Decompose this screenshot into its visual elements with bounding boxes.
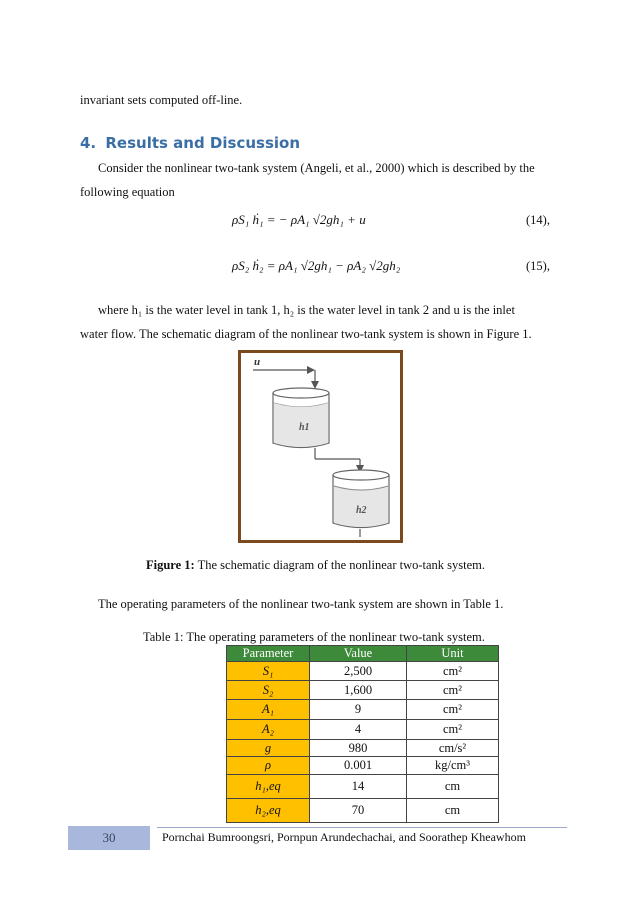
tank-1-label: h1 bbox=[299, 422, 310, 433]
value-cell: 1,600 bbox=[310, 681, 407, 700]
paragraph-2-line-1: where h₁ is the water level in tank 1, h₂ is the water level in tank 2 and u is the inlet bbox=[98, 303, 515, 317]
unit-cell: cm² bbox=[407, 720, 499, 740]
section-title: Results and Discussion bbox=[105, 134, 301, 152]
unit-cell: cm² bbox=[407, 700, 499, 720]
param-cell: ρ bbox=[227, 757, 310, 775]
param-cell: A₂ bbox=[227, 720, 310, 740]
figure-frame bbox=[238, 350, 403, 543]
page-number: 30 bbox=[102, 830, 116, 845]
unit-cell: cm bbox=[407, 775, 499, 799]
header-value: Value bbox=[310, 646, 407, 662]
two-tank-schematic bbox=[241, 353, 400, 540]
param-cell: h₁,eq bbox=[227, 775, 310, 799]
param-cell: S₁ bbox=[227, 662, 310, 681]
inflow-arrow-head bbox=[307, 366, 315, 374]
value-cell: 14 bbox=[310, 775, 407, 799]
inflow-label: u bbox=[254, 356, 261, 368]
header-unit: Unit bbox=[407, 646, 499, 662]
paragraph-2-line-2: water flow. The schematic diagram of the nonlinear two-tank system is shown in Figure 1. bbox=[80, 327, 532, 341]
equation-14: ρS₁ ḣ₁ = − ρA₁ √2gh₁ + u bbox=[232, 212, 366, 227]
table-row bbox=[227, 757, 499, 775]
unit-cell: cm/s² bbox=[407, 740, 499, 757]
table-header-row bbox=[227, 646, 499, 662]
footer-authors: Pornchai Bumroongsri, Pornpun Arundechachai, and Soorathep Kheawhom bbox=[162, 830, 526, 844]
figure-caption bbox=[146, 557, 485, 573]
equation-14-number: (14), bbox=[526, 213, 550, 227]
value-cell: 0.001 bbox=[310, 757, 407, 775]
section-number: 4. bbox=[80, 134, 97, 152]
unit-cell: cm bbox=[407, 799, 499, 823]
equation-15-number: (15), bbox=[526, 259, 550, 273]
unit-cell: kg/cm³ bbox=[407, 757, 499, 775]
unit-cell: cm² bbox=[407, 662, 499, 681]
table-row bbox=[227, 700, 499, 720]
value-cell: 70 bbox=[310, 799, 407, 823]
paragraph-3: The operating parameters of the nonlinear two-tank system are shown in Table 1. bbox=[98, 597, 504, 611]
parameters-table bbox=[226, 645, 499, 823]
equation-15: ρS₂ ḣ₂ = ρA₁ √2gh₁ − ρA₂ √2gh₂ bbox=[232, 258, 401, 273]
value-cell: 9 bbox=[310, 700, 407, 720]
tank-1-rim bbox=[273, 388, 329, 398]
table-caption: Table 1: The operating parameters of the nonlinear two-tank system. bbox=[143, 630, 485, 644]
figure-caption-label: Figure 1: bbox=[146, 558, 195, 572]
param-cell: S₂ bbox=[227, 681, 310, 700]
param-cell: h₂,eq bbox=[227, 799, 310, 823]
value-cell: 980 bbox=[310, 740, 407, 757]
header-parameter: Parameter bbox=[227, 646, 310, 662]
table-row bbox=[227, 662, 499, 681]
value-cell: 2,500 bbox=[310, 662, 407, 681]
table-row bbox=[227, 740, 499, 757]
figure-caption-text: The schematic diagram of the nonlinear two-tank system. bbox=[194, 558, 486, 572]
paragraph-1-line-2: following equation bbox=[80, 185, 175, 199]
paragraph-1-line-1: Consider the nonlinear two-tank system (Angeli, et al., 2000) which is described by the bbox=[98, 161, 535, 175]
footer-rule bbox=[157, 827, 567, 828]
param-cell: A₁ bbox=[227, 700, 310, 720]
table-row bbox=[227, 775, 499, 799]
unit-cell: cm² bbox=[407, 681, 499, 700]
section-heading bbox=[80, 134, 300, 152]
table-row bbox=[227, 681, 499, 700]
value-cell: 4 bbox=[310, 720, 407, 740]
intro-line: invariant sets computed off-line. bbox=[80, 93, 243, 107]
page-number-box bbox=[68, 826, 150, 850]
tank-2-label: h2 bbox=[356, 505, 367, 516]
tank-2-rim bbox=[333, 470, 389, 480]
table-row bbox=[227, 720, 499, 740]
table-row bbox=[227, 799, 499, 823]
param-cell: g bbox=[227, 740, 310, 757]
